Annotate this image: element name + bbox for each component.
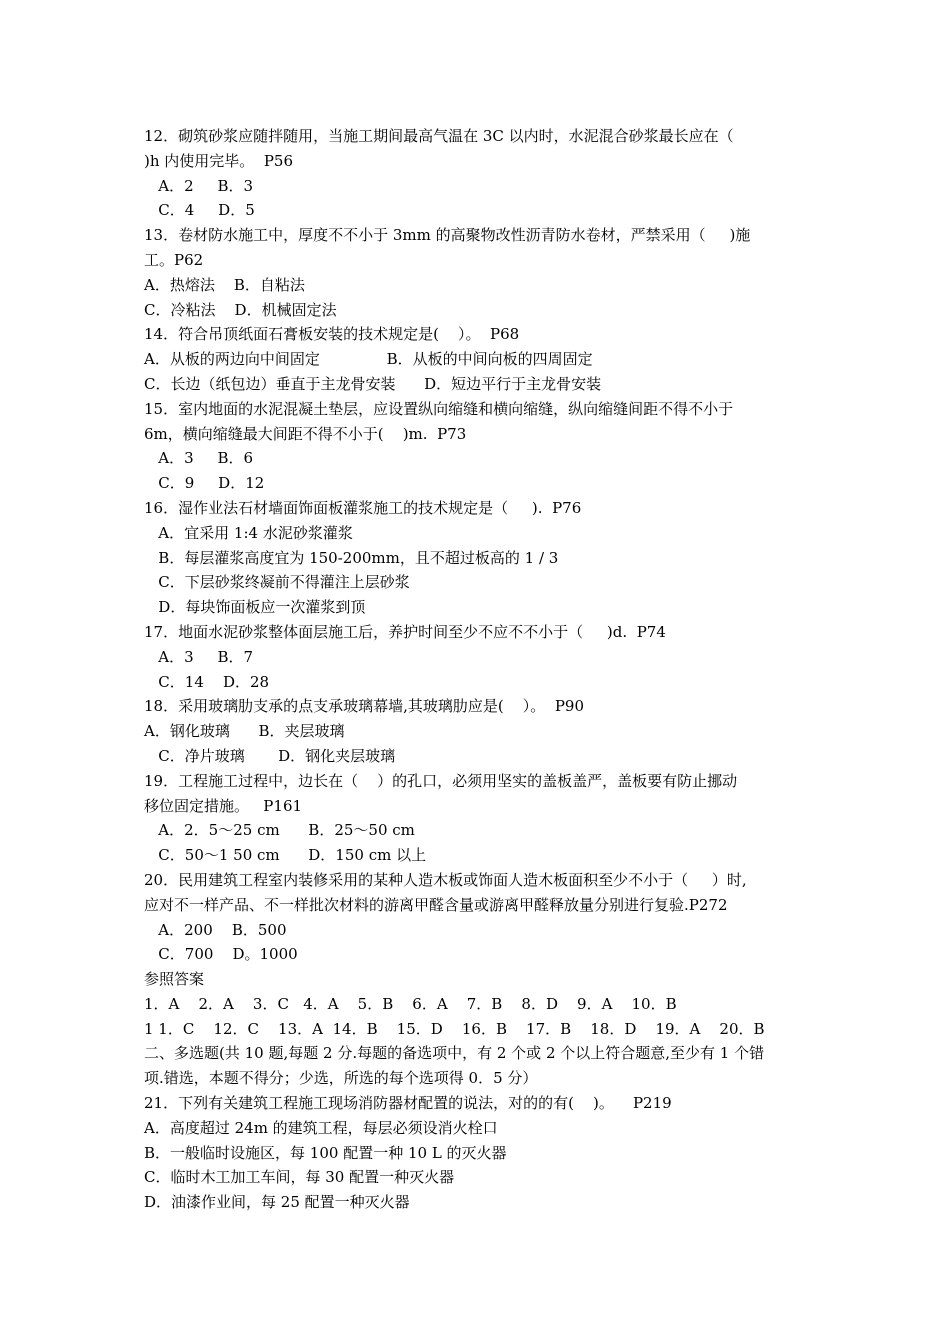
question-13-line-2: 工。P62 (144, 250, 204, 269)
question-17-options-ab: A．3 B．7 (144, 647, 254, 666)
answer-key-row-2: 1 1．C 12．C 13．A 14．B 15．D 16．B 17．B 18．D 19．A 20．B (144, 1019, 765, 1038)
question-15-options-ab: A．3 B．6 (144, 449, 254, 468)
question-20-line-2: 应对不一样产品、不一样批次材料的游离甲醛含量或游离甲醛释放量分别进行复验.P272 (144, 895, 728, 914)
question-13-options-ab: A．热熔法 B．自粘法 (144, 275, 305, 294)
question-13-line-1: 13．卷材防水施工中，厚度不不小于 3mm 的高聚物改性沥青防水卷材，严禁采用（ )施 (144, 226, 751, 245)
question-20-options-ab: A．200 B．500 (144, 920, 287, 939)
question-18-line-1: 18．采用玻璃肋支承的点支承玻璃幕墙,其玻璃肋应是( ）。 P90 (144, 697, 584, 716)
question-21-option-c: C．临时木工加工车间，每 30 配置一种灭火器 (144, 1168, 455, 1187)
question-16-option-c: C．下层砂浆终凝前不得灌注上层砂浆 (144, 573, 410, 592)
question-18-options-cd: C．净片玻璃 D．钢化夹层玻璃 (144, 746, 396, 765)
question-12-options-ab: A．2 B．3 (144, 176, 254, 195)
question-19-line-1: 19．工程施工过程中，边长在（ ）的孔口，必须用坚实的盖板盖严，盖板要有防止挪动 (144, 771, 738, 790)
question-16-option-d: D．每块饰面板应一次灌浆到顶 (144, 598, 366, 617)
question-12-line-2: )h 内使用完毕。 P56 (144, 151, 293, 170)
question-12-options-cd: C．4 D．5 (144, 201, 255, 220)
question-14-options-cd: C．长边（纸包边）垂直于主龙骨安装 D．短边平行于主龙骨安装 (144, 374, 602, 393)
answer-key-row-1: 1．A 2．A 3．C 4．A 5．B 6．A 7．B 8．D 9．A 10．B (144, 994, 677, 1013)
question-16-line-1: 16．湿作业法石材墙面饰面板灌浆施工的技术规定是（ ). P76 (144, 498, 582, 517)
question-13-options-cd: C．冷粘法 D．机械固定法 (144, 300, 337, 319)
question-19-line-2: 移位固定措施。 P161 (144, 796, 303, 815)
question-21-option-a: A．高度超过 24m 的建筑工程，每层必须设消火栓口 (144, 1118, 498, 1137)
document-body (144, 124, 812, 1215)
question-16-option-b: B．每层灌浆高度宜为 150-200mm，且不超过板高的 1 / 3 (144, 548, 559, 567)
question-15-line-1: 15．室内地面的水泥混凝土垫层，应设置纵向缩缝和横向缩缝，纵向缩缝间距不得不小于 (144, 399, 734, 418)
question-14-line-1: 14．符合吊顶纸面石膏板安装的技术规定是( ）。 P68 (144, 325, 520, 344)
question-20-options-cd: C．700 D。1000 (144, 945, 298, 964)
question-18-options-ab: A．钢化玻璃 B．夹层玻璃 (144, 722, 345, 741)
question-21-option-b: B．一般临时设施区，每 100 配置一种 10 L 的灭火器 (144, 1143, 507, 1162)
question-20-line-1: 20．民用建筑工程室内装修采用的某种人造木板或饰面人造木板面积至少不小于（ ）时, (144, 870, 747, 889)
question-17-line-1: 17．地面水泥砂浆整体面层施工后，养护时间至少不应不不小于（ )d. P74 (144, 622, 666, 641)
question-17-options-cd: C．14 D．28 (144, 672, 270, 691)
answer-key-heading: 参照答案 (144, 970, 205, 989)
question-12-line-1: 12．砌筑砂浆应随拌随用，当施工期间最高气温在 3C 以内时，水泥混合砂浆最长应在（ (144, 127, 734, 145)
question-16-option-a: A．宜采用 1:4 水泥砂浆灌浆 (144, 523, 353, 542)
question-19-options-ab: A．2．5～25 cm B．25～50 cm (144, 821, 415, 840)
question-21-line-1: 21．下列有关建筑工程施工现场消防器材配置的说法，对的的有( )。 P219 (144, 1094, 672, 1113)
question-14-options-ab: A．从板的两边向中间固定 B．从板的中间向板的四周固定 (144, 350, 593, 369)
section-2-heading-line-2: 项.错选，本题不得分；少选，所选的每个选项得 0．5 分） (144, 1069, 538, 1088)
question-15-options-cd: C．9 D．12 (144, 474, 265, 493)
question-21-option-d: D．油漆作业间，每 25 配置一种灭火器 (144, 1193, 410, 1212)
question-19-options-cd: C．50～1 50 cm D．150 cm 以上 (144, 846, 427, 865)
question-15-line-2: 6m，横向缩缝最大间距不得不小于( )m. P73 (144, 424, 467, 443)
section-2-heading-line-1: 二、多选题(共 10 题,每题 2 分.每题的备选项中，有 2 个或 2 个以上符合题意,至少有 1 个错 (144, 1044, 765, 1063)
